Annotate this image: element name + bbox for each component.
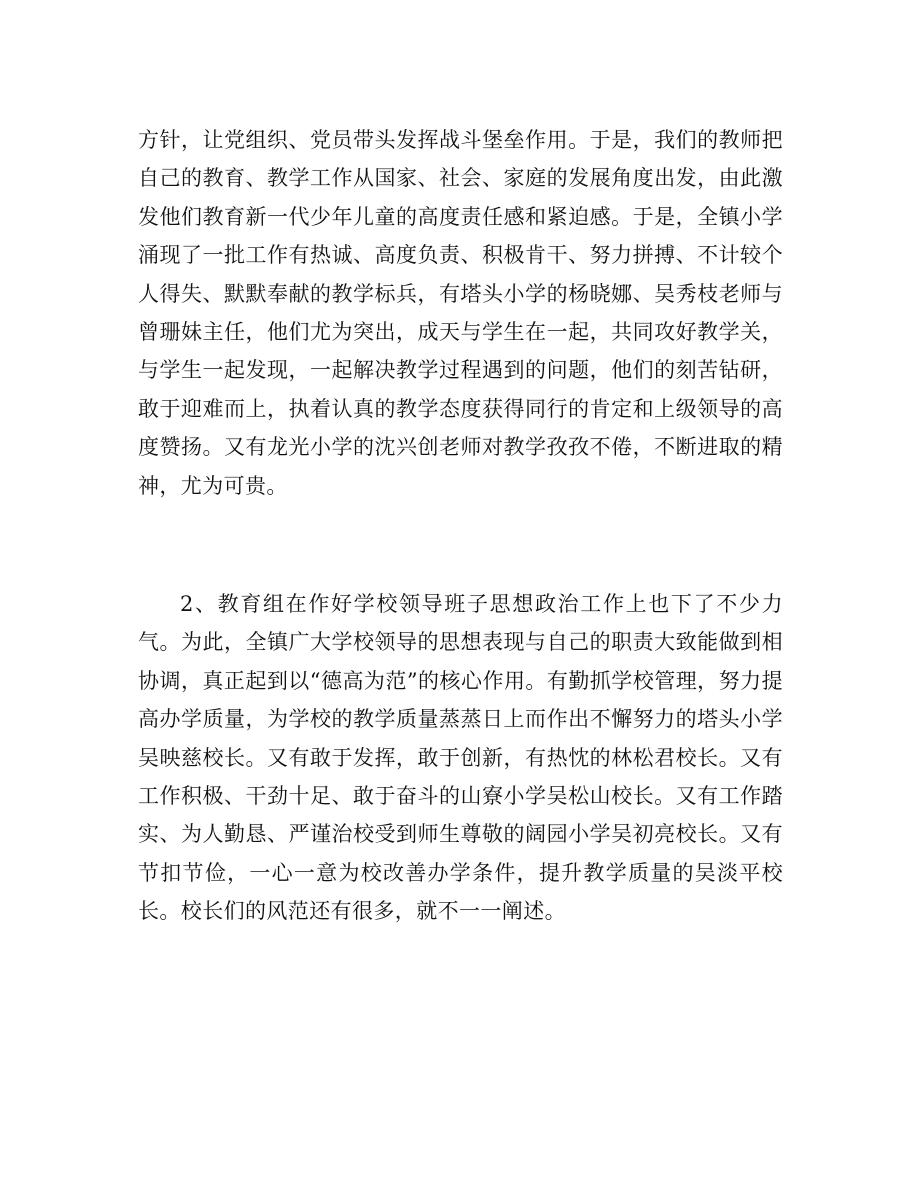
paragraph-teachers: 方针，让党组织、党员带头发挥战斗堡垒作用。于是，我们的教师把自己的教育、教学工作从国家、社会、家庭的发展角度出发，由此激发他们教育新一代少年儿童的高度责任感和紧迫感。于是，全镇小学涌现了一批工作有热诚、高度负责、积极肯干、努力拼搏、不计较个人得失、默默奉献的教学标兵，有塔头小学的杨晓娜、吴秀枝老师与曾珊妹主任，他们尤为突出，成天与学生在一起，共同攻好教学关，与学生一起发现，一起解决教学过程遇到的问题，他们的刻苦钻研，敢于迎难而上，执着认真的教学态度获得同行的肯定和上级领导的高度赞扬。又有龙光小学的沈兴创老师对教学孜孜不倦，不断进取的精神，尤为可贵。 [138,128,783,498]
paragraph-school-leaders: 2、教育组在作好学校领导班子思想政治工作上也下了不少力气。为此，全镇广大学校领导的思想表现与自己的职责大致能做到相协调，真正起到以“德高为范”的核心作用。有勤抓学校管理，努力提高办学质量，为学校的教学质量蒸蒸日上而作出不懈努力的塔头小学吴映慈校长。又有敢于发挥，敢于创新，有热忱的林松君校长。又有工作积极、干劲十足、敢于奋斗的山寮小学吴松山校长。又有工作踏实、为人勤恳、严谨治校受到师生尊敬的阔园小学吴初亮校长。又有节扣节俭，一心一意为校改善办学条件，提升教学质量的吴淡平校长。校长们的风范还有很多，就不一一阐述。 [138,592,783,924]
